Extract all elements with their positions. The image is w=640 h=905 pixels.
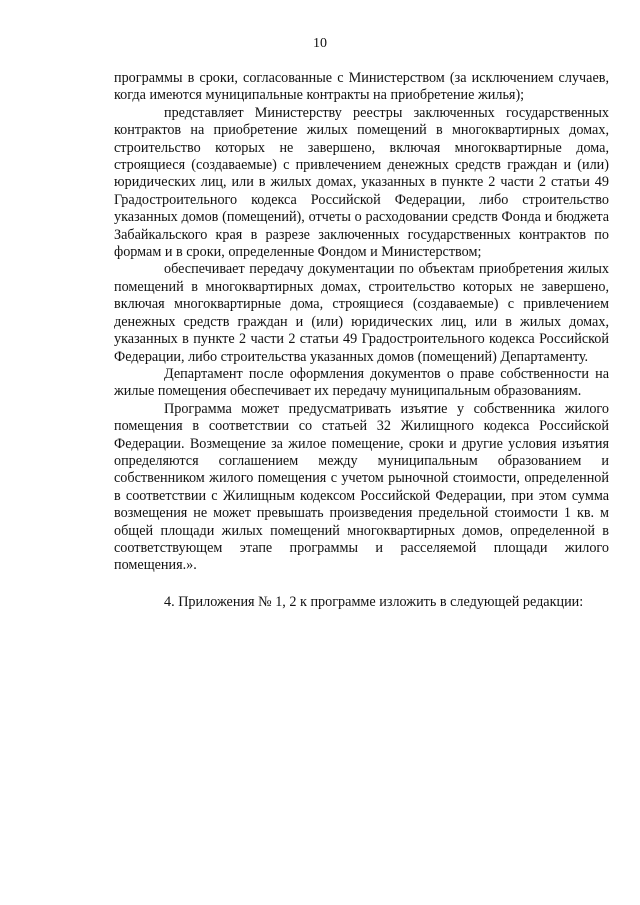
paragraph-documentation-transfer: обеспечивает передачу документации по объектам приобретения жилых помещений в многоквартирных домах, строительство которых не завершено, включая многоквартирные дома, строящиеся (создаваемые) с привлечением денежных средств граждан и (или) юридических лиц, или в жилых домах, указанных в пункте 2 части 2 статьи 49 Градостроительного кодекса Российской Федерации, либо строительства указанных домов (помещений) Департаменту. [114,261,609,365]
paragraph-continuation: программы в сроки, согласованные с Министерством (за исключением случаев, когда имеются муниципальные контракты на приобретение жилья); [114,70,609,104]
document-body [114,70,609,611]
paragraph-property-seizure: Программа может предусматривать изъятие у собственника жилого помещения в соответствии со статьей 32 Жилищного кодекса Российской Федерации. Возмещение за жилое помещение, сроки и другие условия изъятия определяются соглашением между муниципальным образованием и собственником жилого помещения с учетом рыночной стоимости, определенной в соответствии с Жилищным кодексом Российской Федерации, при этом сумма возмещения не может превышать произведения предельной стоимости 1 кв. м общей площади жилых помещений многоквартирных домов, определенной в соответствующем этапе программы и расселяемой площади жилого помещения.». [114,400,609,574]
paragraph-registry-reports: представляет Министерству реестры заключенных государственных контрактов на приобретение жилых помещений в многоквартирных домах, строительство которых не завершено, включая многоквартирные дома, строящиеся (создаваемые) с привлечением денежных средств граждан и (или) юридических лиц, или в жилых домах, указанных в пункте 2 части 2 статьи 49 Градостроительного кодекса Российской Федерации, либо строительство указанных домов (помещений), отчеты о расходовании средств Фонда и бюджета Забайкальского края в разрезе заключенных государственных контрактов по формам и в сроки, определенные Фондом и Министерством; [114,104,609,261]
paragraph-department-ownership: Департамент после оформления документов о праве собственности на жилые помещения обеспечивает их передачу муниципальным образованиям. [114,365,609,400]
paragraph-item-4: 4. Приложения № 1, 2 к программе изложить в следующей редакции: [164,593,584,610]
page-number: 10 [313,36,327,51]
